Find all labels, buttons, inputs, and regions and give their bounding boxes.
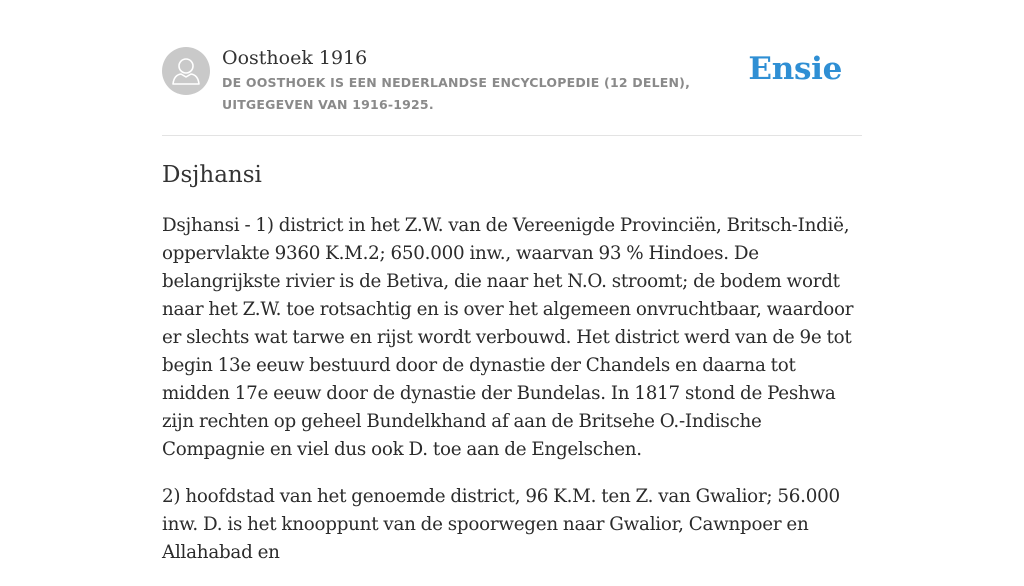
avatar-silhouette xyxy=(162,47,210,95)
entry-title: Dsjhansi xyxy=(162,162,262,188)
entry-paragraph-2: 2) hoofdstad van het genoemde district, 96 K.M. ten Z. van Gwalior; 56.000 inw. D. is het knooppunt van de spoorwegen naar Gwalior, Cawnpoer en Allahabad en xyxy=(162,486,840,563)
header-divider xyxy=(162,135,862,136)
entry-paragraph-1: Dsjhansi - 1) district in het Z.W. van de Vereenigde Provinciën, Britsch-Indië, oppervlakte 9360 K.M.2; 650.000 inw., waarvan 93 % Hindoes. De belangrijkste rivier is de Betiva, die naar het N.O. stroomt; de bodem wordt naar het Z.W. toe rotsachtig en is over het algemeen onvruchtbaar, waardoor er slechts wat tarwe en rijst wordt verbouwd. Het district werd van de 9e tot begin 13e eeuw bestuurd door de dynastie der Chandels en daarna tot midden 17e eeuw door de dynastie der Bundelas. In 1817 stond de Peshwa zijn rechten op geheel Bundelkhand af aan de Britsehe O.-Indische Compagnie en viel dus ook D. toe aan de Engelschen. xyxy=(162,215,854,460)
user-placeholder-icon[interactable] xyxy=(162,47,210,95)
source-title[interactable]: Oosthoek 1916 xyxy=(222,47,368,69)
source-header xyxy=(162,46,862,136)
page-container xyxy=(162,0,862,563)
entry-body xyxy=(162,212,862,586)
ensie-logo-link[interactable]: Ensie xyxy=(748,51,842,87)
source-description: DE OOSTHOEK IS EEN NEDERLANDSE ENCYCLOPEDIE (12 DELEN), UITGEGEVEN VAN 1916-1925. xyxy=(222,75,691,112)
